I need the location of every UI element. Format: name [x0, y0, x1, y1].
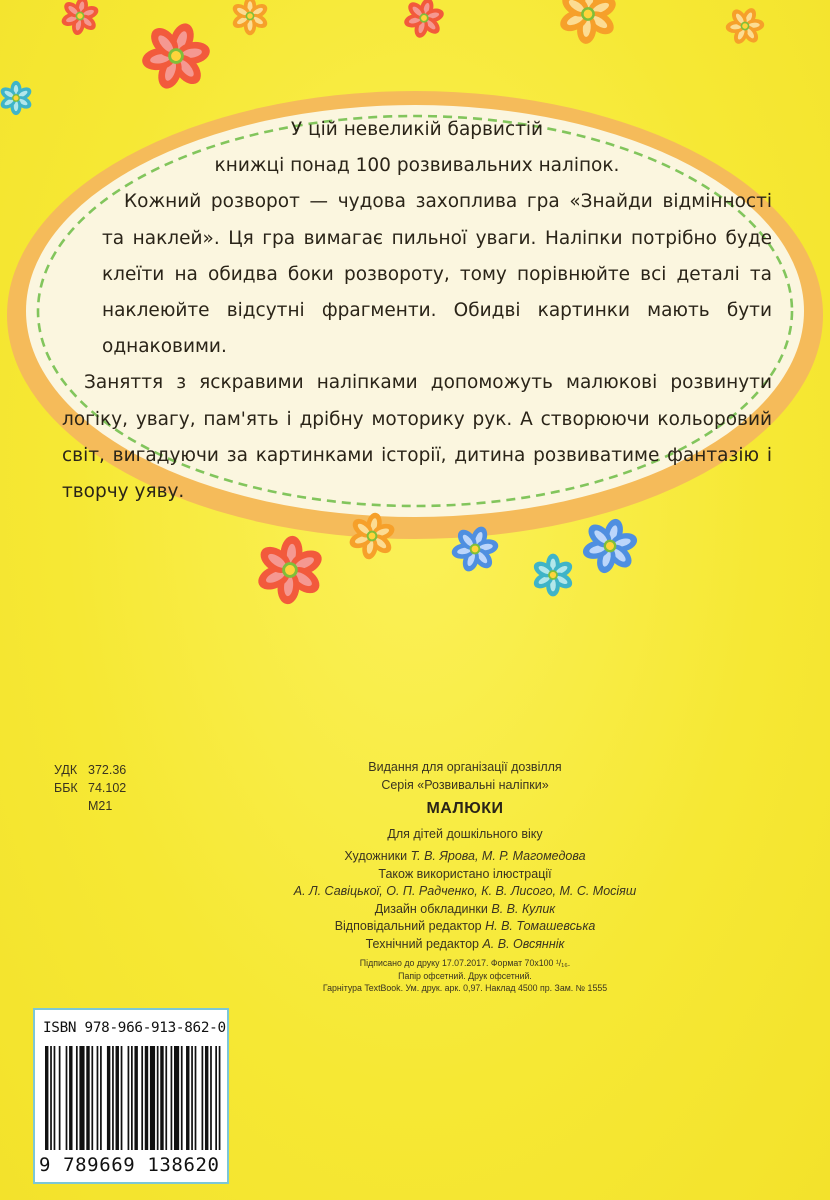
flower-icon: [575, 512, 644, 581]
author-code: М21: [88, 799, 113, 813]
print-details: [250, 957, 680, 995]
print-details-3: Гарнітура TextBook. Ум. друк. арк. 0,97. Наклад 4500 пр. Зам. № 1555: [322, 983, 608, 993]
artists-line: Художники Т. В. Ярова, М. Р. Магомедова: [344, 849, 586, 863]
blurb-text: [62, 112, 772, 510]
blurb-line-1: У цій невеликій барвистій: [290, 119, 544, 140]
udk-value: 372.36: [88, 763, 127, 777]
isbn-label: ISBN 978-966-913-862-0: [43, 1020, 226, 1036]
blurb-paragraph-2: Кожний розворот — чудова захоплива гра «Знайди відмінності та наклей». Ця гра вимагає пильної уваги. Наліпки потрібно буде клеїти на обидва боки розвороту, тому порівнюйте всі деталі та наклеюйте відсутні фрагменти. Обидві картинки мають бути однаковими.: [102, 191, 772, 358]
edition-type: Видання для організації дозвілля: [368, 760, 562, 774]
bbk-label: ББК: [54, 781, 78, 795]
catalog-indices: [54, 761, 126, 815]
imprint-block: [250, 759, 680, 995]
print-details-2: Папір офсетний. Друк офсетний.: [398, 970, 532, 981]
ean-digits: 9 789669 138620: [39, 1154, 220, 1176]
bbk-value: 74.102: [88, 781, 127, 795]
series-name: Серія «Розвивальні наліпки»: [381, 777, 549, 792]
flower-icon: [555, 0, 621, 47]
also-used-line: Також використано ілюстрації: [378, 866, 552, 881]
flower-icon: [719, 0, 771, 52]
tech-editor-line: Технічний редактор А. В. Овсяннік: [365, 936, 565, 951]
flower-icon: [252, 533, 328, 607]
flower-icon: [57, 0, 103, 38]
print-details-1: Підписано до друку 17.07.2017. Формат 70x100 ¹/₁₆.: [359, 958, 571, 968]
barcode-icon: [41, 1046, 225, 1154]
flower-icon: [131, 12, 220, 100]
book-title: МАЛЮКИ: [426, 800, 504, 817]
cover-design-line: Дизайн обкладинки В. В. Кулик: [374, 901, 556, 916]
isbn-barcode-box: [33, 1008, 229, 1184]
blurb-paragraph-3: Заняття з яскравими наліпками допоможуть малюкові розвинути логіку, увагу, пам'ять і дрібну моторику рук. А створюючи кольоровий світ, вигадуючи за картинками історії, дитина розвиватиме фантазію і творчу уяву.: [62, 372, 772, 503]
flower-icon: [0, 81, 34, 115]
flower-icon: [230, 0, 269, 35]
flower-icon: [399, 0, 450, 43]
udk-label: УДК: [54, 763, 78, 777]
editor-line: Відповідальний редактор Н. В. Томашевська: [334, 919, 596, 933]
flower-icon: [531, 554, 575, 597]
illustrators-line: А. Л. Савіцької, О. П. Радченко, К. В. Лисого, М. С. Мосіяш: [293, 884, 637, 898]
age-group: Для дітей дошкільного віку: [387, 826, 543, 841]
blurb-line-2: книжці понад 100 розвивальних наліпок.: [214, 155, 620, 177]
